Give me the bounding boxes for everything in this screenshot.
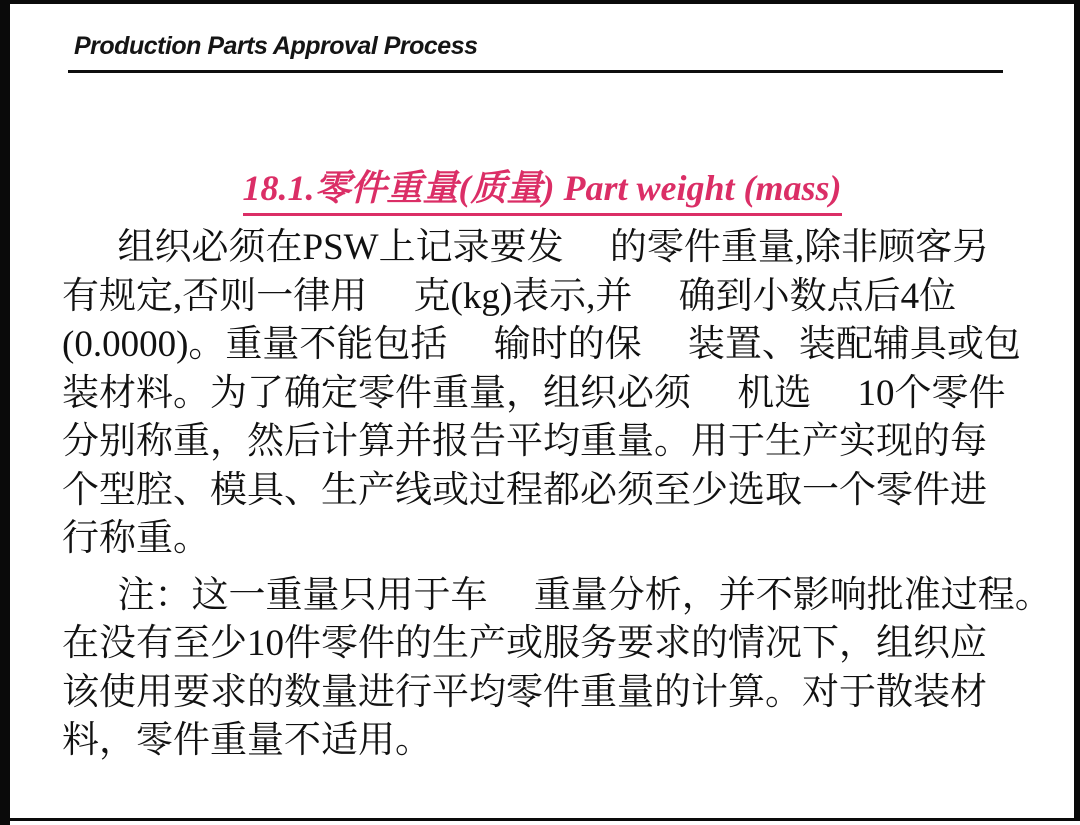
paragraph-line: (0.0000)。重量不能包括 输时的保 装置、装配辅具或包	[62, 324, 1021, 365]
page-top-border	[0, 0, 1080, 4]
document-header-title: Production Parts Approval Process	[74, 32, 478, 60]
paragraph-line: 分别称重，然后计算并报告平均重量。用于生产实现的每	[62, 421, 987, 462]
paragraph-note	[62, 572, 1052, 766]
paragraph-line: 料，零件重量不适用。	[62, 720, 432, 761]
paragraph-line: 注：这一重量只用于车 重量分析，并不影响批准过程。	[117, 574, 1052, 616]
header-divider	[68, 70, 1003, 73]
page-right-border	[1074, 0, 1080, 821]
paragraph-line: 行称重。	[62, 518, 210, 559]
paragraph-part-weight	[62, 224, 1027, 564]
section-title: 18.1.零件重量(质量) Part weight (mass)	[243, 160, 842, 216]
paragraph-line: 该使用要求的数量进行平均零件重量的计算。对于散装材	[62, 671, 987, 713]
paragraph-line: 组织必须在PSW上记录要发 的零件重量,除非顾客另	[117, 227, 990, 268]
paragraph-line: 装材料。为了确定零件重量，组织必须 机选 10个零件	[62, 372, 1006, 414]
body-text	[62, 224, 1052, 766]
page-left-border	[0, 0, 10, 825]
page-bottom-border	[8, 818, 1080, 821]
paragraph-line: 在没有至少10件零件的生产或服务要求的情况下，组织应	[62, 623, 987, 664]
paragraph-line: 有规定,否则一律用 克(kg)表示,并 确到小数点后4位	[62, 275, 957, 317]
paragraph-line: 个型腔、模具、生产线或过程都必须至少选取一个零件进	[62, 469, 987, 511]
section-title-row	[10, 160, 1074, 216]
